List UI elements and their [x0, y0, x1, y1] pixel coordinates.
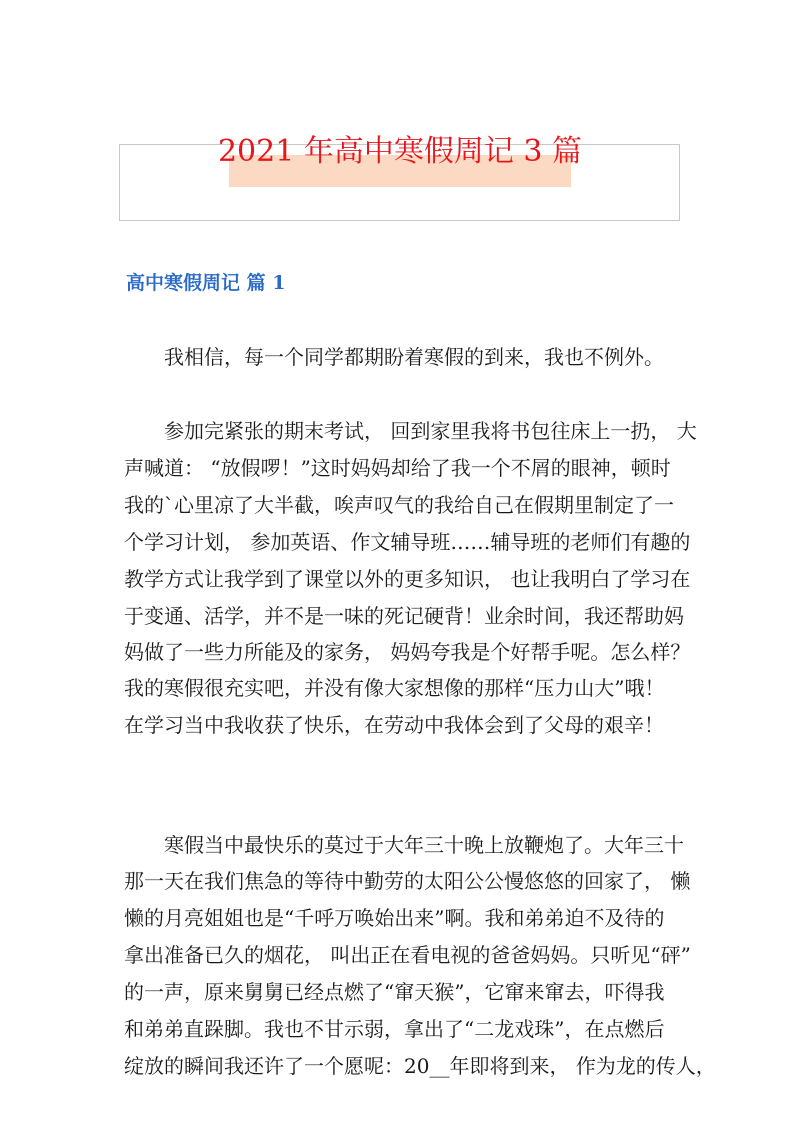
paragraph-line: 于变通、活学，并不是一味的死记硬背！业余时间，我还帮助妈 [124, 604, 684, 628]
paragraph-line: 和弟弟直跺脚。我也不甘示弱，拿出了“二龙戏珠”，在点燃后 [124, 1017, 665, 1041]
section-heading: 高中寒假周记 篇 1 [126, 272, 286, 294]
paragraph-line: 个学习计划， 参加英语、作文辅导班……辅导班的老师们有趣的 [124, 530, 691, 554]
paragraph-line: 寒假当中最快乐的莫过于大年三十晚上放鞭炮了。大年三十 [164, 833, 684, 857]
paragraph-line: 教学方式让我学到了课堂以外的更多知识， 也让我明白了学习在 [124, 567, 691, 591]
paragraph-line: 声喊道： “放假啰！”这时妈妈却给了我一个不屑的眼神，顿时 [124, 456, 671, 480]
paragraph-line: 懒的月亮姐姐也是“千呼万唤始出来”啊。我和弟弟迫不及待的 [124, 906, 665, 930]
paragraph-line: 我的寒假很充实吧，并没有像大家想像的那样“压力山大”哦！ [124, 676, 665, 700]
paragraph-line: 的一声，原来舅舅已经点燃了“窜天猴”，它窜来窜去，吓得我 [124, 980, 665, 1004]
document-title: 2021 年高中寒假周记 3 篇 [217, 134, 583, 169]
paragraph-line: 我相信，每一个同学都期盼着寒假的到来，我也不例外。 [164, 345, 664, 369]
paragraph-line: 我的`心里凉了大半截，唉声叹气的我给自己在假期里制定了一 [124, 493, 674, 517]
paragraph-line: 那一天在我们焦急的等待中勤劳的太阳公公慢悠悠的回家了， 懒 [124, 869, 691, 893]
paragraph-line: 拿出准备已久的烟花， 叫出正在看电视的爸爸妈妈。只听见“砰” [124, 943, 691, 967]
paragraph-line: 妈做了一些力所能及的家务， 妈妈夸我是个好帮手呢。怎么样？ [124, 640, 691, 664]
paragraph-line: 在学习当中我收获了快乐，在劳动中我体会到了父母的艰辛！ [124, 713, 664, 737]
paragraph-line: 绽放的瞬间我还许了一个愿呢：20__年即将到来， 作为龙的传人， [124, 1054, 716, 1078]
paragraph-line: 参加完紧张的期末考试， 回到家里我将书包往床上一扔， 大 [164, 419, 697, 443]
